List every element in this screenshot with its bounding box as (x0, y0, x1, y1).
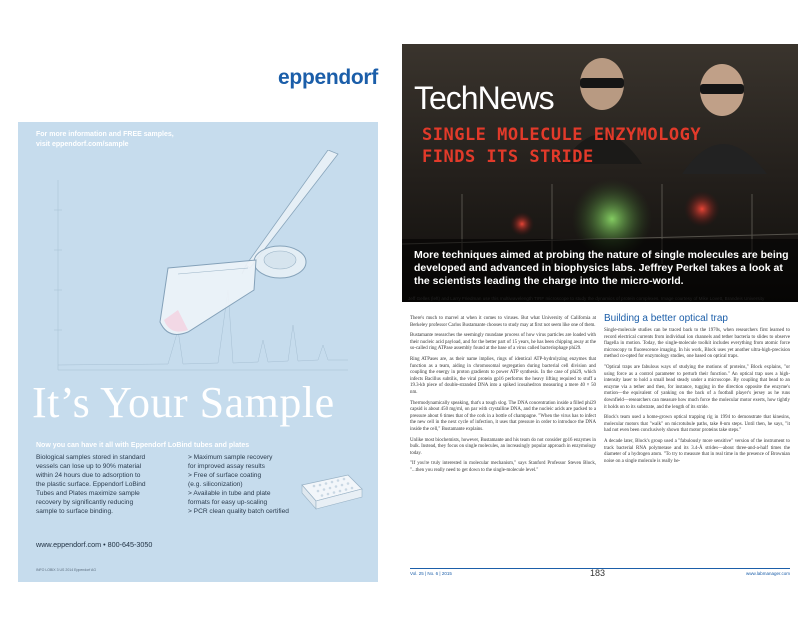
issue-info: Vol. 25 | No. 6 | 2015 (410, 571, 452, 576)
ad-body-line: Tubes and Plates maximize sample (36, 490, 140, 497)
paragraph: Thermodynamically speaking, that's a tough slog. The DNA concentration inside a filled phi29 capsid is about 450 mg/ml, on par with crystalline DNA, and the nucleic acids are packed to a pressure about 6 times that of the cork in a bottle of champagne. "When the virus has to infect the new cell in the next cycle of infection, it uses that pressure in order to introduce the DNA inside the cell," Bustamante explains. (410, 400, 596, 432)
ad-bullet: (e.g. siliconization) (188, 481, 243, 488)
paragraph: Bustamante researches the seemingly mundane process of how virus particles are loaded with their nucleic acid payload, and for the better part of 15 years, he has been chipping away at the so-called ring ATPase assembly found at the base of a virus called bacteriophage phi29. (410, 333, 596, 352)
ad-body-text (36, 453, 186, 516)
ad-fineprint: INFO LOBIX 3 US 2014 Eppendorf AG (36, 568, 97, 572)
paragraph: Single-molecule studies can be traced back to the 1970s, when researchers first learned to record electrical currents from individual ion channels and tether bacteria to slides to observe flagella in motion. Today, the single-molecule toolkit includes everything from atomic force microscopy to fluorescence imaging. In his work, Block uses yet another ultra-high-precision method co-opted for enzymology studies, one based on optical traps. (604, 328, 790, 360)
section-heading: Building a better optical trap (604, 313, 728, 324)
ad-bullet: > Free of surface coating (188, 472, 262, 479)
paragraph: Block's team used a home-grown optical trapping rig in 1994 to demonstrate that kinesins, molecular motors that "walk" on microtubule paths, take 8-nm steps. Until then, he says, "it had not even been conclusively shown that motor proteins take steps." (604, 415, 790, 434)
ad-bullet: for improved assay results (188, 463, 265, 470)
ad-bullet: > Maximum sample recovery (188, 454, 273, 461)
paragraph: "If you're truly interested in molecular mechanism," says Stanford Professor Steven Block, "...then you really need to get down to the single-molecule level." (410, 461, 596, 473)
page-number: 183 (590, 568, 606, 578)
headline-line-1: SINGLE MOLECULE ENZYMOLOGY (422, 125, 702, 145)
hero-photo (402, 44, 798, 302)
paragraph: "Optical traps are fabulous ways of studying the motions of proteins," Block explains, "or using force as a control parameter to perturb their function." An optical trap uses a high-intensity laser to hold a small bead steady under a microscope. By coupling that bead to an enzyme via a tether and then, for instance, tugging in the direction opposite the enzyme's motion—the equivalent of yanking on the back of a football player's jersey as he runs downfield—researchers can measure how much force the molecular motor exerts, how tightly it holds on to its substrate, and the length of its stride. (604, 364, 790, 410)
ad-body-line: the plastic surface. Eppendorf LoBind (36, 481, 146, 488)
paragraph: There's much to marvel at when it comes to viruses. But what University of California at Berkeley professor Carlos Bustamante chooses to study may at first not seem like one of them. (410, 316, 596, 328)
article-headline (422, 124, 701, 168)
ad-headline: It’s Your Sample (32, 378, 335, 427)
ad-info-line-2: visit eppendorf.com/sample (36, 141, 129, 148)
ad-info-line-1: For more information and FREE samples, (36, 131, 174, 138)
article-column-right (604, 313, 790, 469)
ad-body-line: vessels can lose up to 90% material (36, 463, 142, 470)
paragraph: Unlike most biochemists, however, Bustamante and his team do not consider gp16 enzymes in bulk. Instead, they focus on single molecules, an increasingly popular approach in enzymology today. (410, 437, 596, 456)
eppendorf-logo: eppendorf (278, 66, 378, 89)
ad-body-line: recovery by significantly reducing (36, 499, 134, 506)
tube-and-pipette-illustration (18, 150, 378, 380)
photo-caption: Jeff Gelles (left) and Larry Friedman use this multiwavelength TIRF microscope to study the dynamics of protein complexes. Image courtesy of Mike Lovett, Brandeis University (408, 296, 765, 301)
paragraph: Ring ATPases are, as their name implies, rings of identical ATP-hydrolyzing enzymes that function as a team, aiding in chromosomal segregation during bacterial cell division and coupling the energy in proton gradients to power ATP synthesis. In the case of phi29, which infects Bacillus subtilis, the viral protein gp16 performs the heavy lifting required to stuff a 19.3-kb piece of double-stranded DNA into a spiked icosahedron measuring a mere 40 × 50 nm. (410, 356, 596, 395)
ad-intro: Now you can have it all with Eppendorf LoBind tubes and plates (36, 442, 250, 449)
article-deck: More techniques aimed at probing the nature of single molecules are being developed and advanced in biophysics labs. Jeffrey Perkel takes a look at the scientists leading the charge into the micro-world. (414, 249, 789, 287)
ad-bullet: formats for easy up-scaling (188, 499, 268, 506)
ad-panel (18, 122, 378, 582)
ad-body-line: sample to surface binding. (36, 508, 113, 515)
ad-body-line: within 24 hours due to adsorption to (36, 472, 141, 479)
microplate-image (296, 467, 366, 517)
ad-bullet: > PCR clean quality batch certified (188, 508, 289, 515)
footer-website: www.labmanager.com (745, 571, 790, 576)
paragraph: A decade later, Block's group used a "fabulously more sensitive" version of the instrument to track bacterial RNA polymerase and its 3.4-Å strides—about three-and-a-half times the diameter of a hydrogen atom. "To try to measure that in real time in the presence of Brownian noise on a single molecule is really he- (604, 438, 790, 464)
section-title: TechNews (414, 80, 554, 116)
headline-line-2: FINDS ITS STRIDE (422, 147, 594, 167)
article-column-left (410, 316, 596, 478)
article-page (402, 44, 798, 584)
advertisement-page (18, 44, 398, 584)
ad-contact-line: www.eppendorf.com • 800-645-3050 (36, 540, 153, 549)
ad-body-line: Biological samples stored in standard (36, 454, 146, 461)
page-footer (410, 568, 790, 581)
ad-bullet: > Available in tube and plate (188, 490, 271, 497)
ad-bullet-list (188, 453, 298, 516)
ad-info-text (36, 130, 174, 150)
